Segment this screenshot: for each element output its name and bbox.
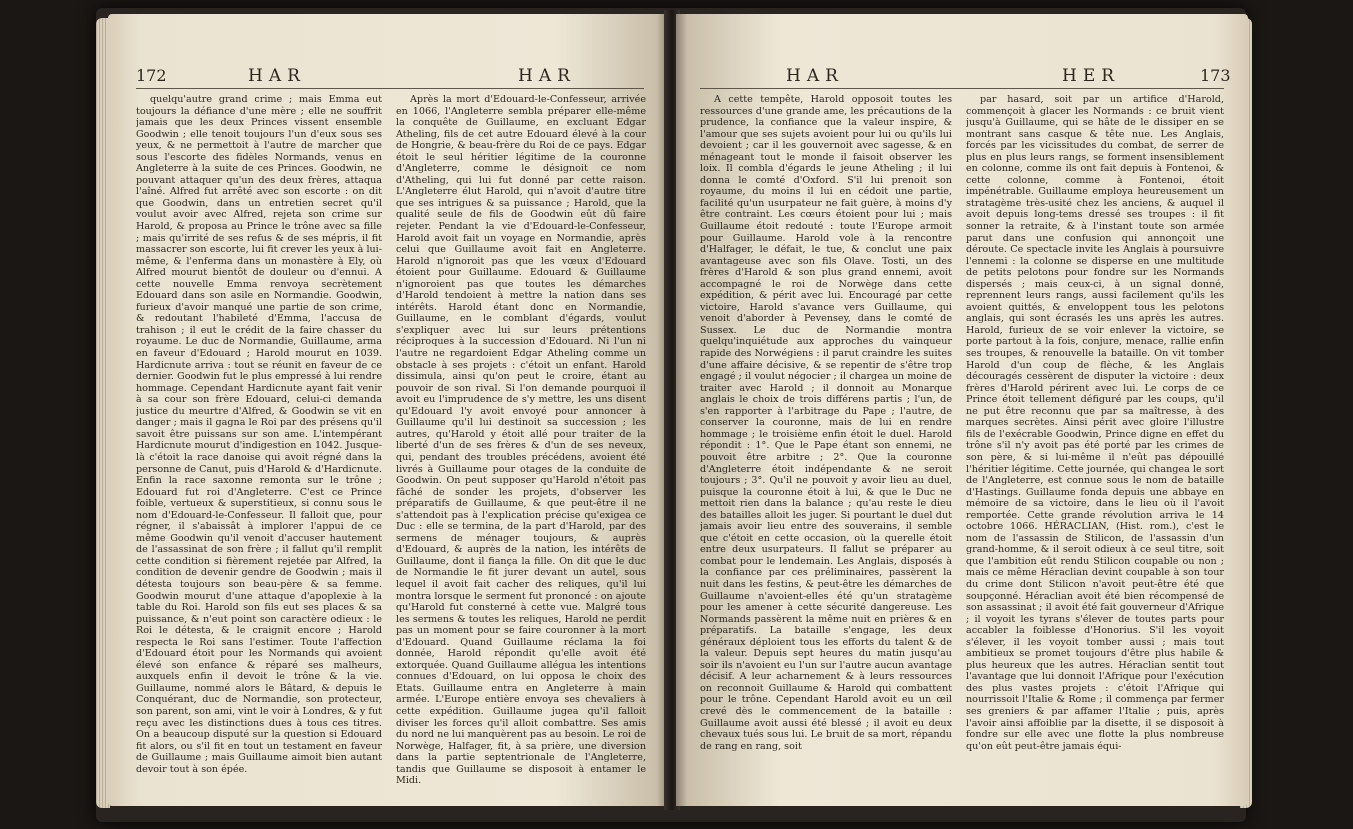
text-column-1 [700, 94, 952, 802]
page-number: 172 [136, 66, 167, 85]
text-column-2 [966, 94, 1224, 802]
running-header-right: HER [1062, 66, 1121, 86]
column-text: quelqu'autre grand crime ; mais Emma eut toujours la défiance d'une mère ; elle ne souffrit jamais que les deux Princes vissent ensemble Goodwin ; elle tenoit toujours l'un d'eux sous ses yeux, & ne permettoit à l'autre de marcher que sous l'escorte des fidèles Normands, venus en Angleterre à la suite de ces Princes. Goodwin, ne pouvant attaquer qu'un des deux frères, attaqua l'aîné. Alfred fut arrêté avec son escorte : on dit que Goodwin, dans un entretien secret qu'il voulut avoir avec Alfred, rejeta son crime sur Harold, & proposa au Prince le trône avec sa fille ; mais qu'irrité de ses refus & de ses mépris, il fit massacrer son escorte, lui fit crever les yeux à lui-même, & l'enferma dans un monastère à Ely, où Alfred mourut bientôt de douleur ou d'ennui. A cette nouvelle Emma renvoya secrètement Edouard dans son asile en Normandie. Goodwin, furieux d'avoir manqué une partie de son crime, & redoutant l'habileté d'Emma, l'accusa de trahison ; il eut le crédit de la faire chasser du royaume. Le duc de Normandie, Guillaume, arma en faveur d'Edouard ; Harold mourut en 1039. Hardicnute arriva : tout se réunit en faveur de ce dernier. Goodwin fut le plus empressé à lui rendre hommage. Cependant Hardicnute ayant fait venir à sa cour son frère Edouard, celui-ci demanda justice du meurtre d'Alfred, & Goodwin se vit en danger ; mais il gagna le Roi par des présens qu'il savoit être puissans sur son ame. L'intempérant Hardicnute mourut d'indigestion en 1042. Jusque-là c'étoit la race danoise qui avoit régné dans la personne de Canut, puis d'Harold & d'Hardicnute. Enfin la race saxonne remonta sur le trône ; Edouard fut roi d'Angleterre. C'est ce Prince foible, vertueux & superstitieux, si connu sous le nom d'Edouard-le-Confesseur. Il falloit que, pour régner, il s'abaissât à implorer l'appui de ce même Goodwin qu'il venoit d'accuser hautement de l'assassinat de son frère ; il fallut qu'il remplit cette condition si fièrement rejetée par Alfred, la condition de devenir gendre de Goodwin ; mais il détesta toujours son beau-père & sa femme. Goodwin mourut d'une attaque d'apoplexie à la table du Roi. Harold son fils eut ses places & sa puissance, & n'eut point son caractère odieux : le Roi le détesta, & le craignit encore ; Harold respecta le Roi sans l'estimer. Toute l'affection d'Edouard étoit pour les Normands qui avoient élevé son enfance & réparé ses malheurs, auxquels enfin il devoit le trône & la vie. Guillaume, nommé alors le Bâtard, & depuis le Conquérant, duc de Normandie, son protecteur, son parent, son ami, vint le voir à Londres, & y fut reçu avec les distinctions dues à tous ces titres. On a beaucoup disputé sur la question si Edouard fit alors, ou s'il fit en tout un testament en faveur de Guillaume ; mais Guillaume aimoit bien autant devoir tout à son épée. [136, 94, 382, 775]
right-page [676, 14, 1248, 806]
header-rule [136, 88, 644, 89]
text-column-1 [136, 94, 382, 802]
header-rule [700, 88, 1224, 89]
running-header-left: HAR [248, 66, 306, 86]
column-text: A cette tempête, Harold opposoit toutes les ressources d'une grande ame, les précautions de la prudence, la confiance que la valeur inspire, & l'amour que ses sujets avoient pour lui ou qu'ils lui devoient ; car il les gouvernoit avec sagesse, & en ménageant tout le monde il faisoit observer les loix. Il combla d'égards le jeune Atheling ; il lui donna le comté d'Oxford. S'il lui prenoit son royaume, du moins il lui en cédoit une partie, facilité qu'un usurpateur ne fait guère, à moins d'y être contraint. Les cœurs étoient pour lui ; mais Guillaume étoit redouté : toute l'Europe armoit pour Guillaume. Harold vole à la rencontre d'Halfager, le défait, le tue, & conclut une paix avantageuse avec son fils Olave. Tosti, un des frères d'Harold & son plus grand ennemi, avoit accompagné le roi de Norwège dans cette expédition, & périt avec lui. Encouragé par cette victoire, Harold s'avance vers Guillaume, qui venoit d'aborder à Pevensey, dans le comté de Sussex. Le duc de Normandie montra quelqu'inquiétude aux approches du vainqueur rapide des Norwégiens : il parut craindre les suites d'une affaire décisive, & se repentir de s'être trop engagé ; il voulut négocier ; il chargea un moine de traiter avec Harold ; il donnoit au Monarque anglais le choix de trois différens partis ; l'un, de s'en rapporter à l'arbitrage du Pape ; l'autre, de conserver la couronne, mais de lui en rendre hommage ; le troisième enfin étoit le duel. Harold répondit : 1°. Que le Pape étant son ennemi, ne pouvoit être arbitre ; 2°. Que la couronne d'Angleterre étoit indépendante & ne seroit toujours ; 3°. Qu'il ne pouvoit y avoir lieu au duel, puisque la couronne étoit à lui, & que le Duc ne mettoit rien dans la balance ; qu'au reste le dieu des batailles alloit les juger. Si pourtant le duel dut jamais avoir lieu entre des souverains, il semble que c'étoit en cette occasion, où la querelle étoit entre deux usurpateurs. Il fallut se préparer au combat pour le lendemain. Les Anglais, disposés à la confiance par ces préliminaires, passèrent la nuit dans les festins, & peut-être les démarches de Guillaume n'avoient-elles été qu'un stratagème pour les amener à cette sécurité dangereuse. Les Normands passèrent la même nuit en prières & en préparatifs. La bataille s'engage, les deux généraux déploient tous les efforts du talent & de la valeur. Depuis sept heures du matin jusqu'au soir ils n'avoient eu l'un sur l'autre aucun avantage décisif. A leur acharnement & à leurs ressources on reconnoit Guillaume & Harold qui combattent pour le trône. Cependant Harold avoit eu un œil crevé dès le commencement de la bataille : Guillaume avoit aussi été blessé ; il avoit eu deux chevaux tués sous lui. Le bruit de sa mort, répandu de rang en rang, soit [700, 94, 952, 752]
running-header-left: HAR [786, 66, 844, 86]
page-number: 173 [1200, 66, 1231, 85]
column-text: Après la mort d'Edouard-le-Confesseur, arrivée en 1066, l'Angleterre sembla préparer elle-même la conquête de Guillaume, en excluant Edgar Atheling, fils de cet autre Edouard élevé à la cour de Hongrie, & beau-frère du Roi de ce pays. Edgar étoit le seul héritier légitime de la couronne d'Angleterre, comme le désignoit ce nom d'Atheling, qui lui fut donné par cette raison. L'Angleterre élut Harold, qui n'avoit d'autre titre que ses intrigues & sa puissance ; Harold, que la qualité seule de fils de Goodwin eût dû faire rejeter. Pendant la vie d'Edouard-le-Confesseur, Harold avoit fait un voyage en Normandie, après celui que Guillaume avoit fait en Angleterre. Harold n'ignoroit pas que les vœux d'Edouard étoient pour Guillaume. Edouard & Guillaume n'ignoroient pas que toutes les démarches d'Harold tendoient à mettre la nation dans ses intérêts. Harold étant donc en Normandie, Guillaume, en le comblant d'égards, voulut s'expliquer avec lui sur leurs prétentions réciproques à la succession d'Edouard. Ni l'un ni l'autre ne regardoient Edgar Atheling comme un obstacle à ses projets : c'étoit un enfant. Harold dissimula, ainsi qu'on peut le croire, étant au pouvoir de son rival. Si l'on demande pourquoi il avoit eu l'imprudence de s'y mettre, les uns disent qu'Edouard l'y avoit envoyé pour annoncer à Guillaume qu'il lui destinoit sa succession ; les autres, qu'Harold y étoit allé pour traiter de la liberté d'un de ses frères & d'un de ses neveux, qui, pendant des troubles précédens, avoient été livrés à Guillaume pour otages de la conduite de Goodwin. On peut supposer qu'Harold n'étoit pas fâché de sonder les projets, d'observer les préparatifs de Guillaume, & que peut-être il ne s'attendoit pas à l'explication précise qu'exigea ce Duc : elle se termina, de la part d'Harold, par des sermens de ménager toujours, & auprès d'Edouard, & auprès de la nation, les intérêts de Guillaume, dont il fiança la fille. On dit que le duc de Normandie le fit jurer devant un autel, sous lequel il avoit fait cacher des reliques, qu'il lui montra lorsque le serment fut prononcé : on ajoute qu'Harold fut consterné à cette vue. Malgré tous les sermens & toutes les reliques, Harold ne perdit pas un moment pour se faire couronner à la mort d'Edouard. Quand Guillaume réclama la foi donnée, Harold répondit qu'elle avoit été extorquée. Quand Guillaume allégua les intentions connues d'Edouard, on lui opposa le choix des Etats. Guillaume entra en Angleterre à main armée. L'Europe entière envoya ses chevaliers à cette expédition. Guillaume jugea qu'il falloit diviser les forces qu'il alloit combattre. Ses amis du nord ne lui manquèrent pas au besoin. Le roi de Norwège, Halfager, fit, à sa prière, une diversion dans la partie septentrionale de l'Angleterre, tandis que Guillaume se disposoit à entamer le Midi. [396, 94, 646, 787]
text-column-2 [396, 94, 646, 802]
left-page [108, 14, 668, 806]
running-header-right: HAR [518, 66, 576, 86]
column-text: par hasard, soit par un artifice d'Harold, commençoit à glacer les Normands : ce bruit vient jusqu'à Guillaume, qui se hâte de le dissiper en se montrant sans casque & tête nue. Les Anglais, forcés par les vicissitudes du combat, de serrer de plus en plus leurs rangs, se forment insensiblement en colonne, comme ils ont fait depuis à Fontenoi, & cette colonne, comme à Fontenoi, étoit impénétrable. Guillaume employa heureusement un stratagème très-usité chez les anciens, & auquel il avoit depuis long-tems dressé ses troupes : il fit sonner la retraite, & à l'instant toute son armée parut dans une confusion qui annonçoit une déroute. Ce spectacle invite les Anglais à poursuivre l'ennemi : la colonne se disperse en une multitude de petits pelotons pour fondre sur les Normands dispersés ; mais ceux-ci, à un signal donné, reprennent leurs rangs, aussi facilement qu'ils les avoient quittés, & enveloppent tous les pelotons anglais, qui sont écrasés les uns après les autres. Harold, furieux de se voir enlever la victoire, se porte partout à la fois, conjure, menace, rallie enfin ses troupes, & renouvelle la bataille. On vit tomber Harold d'un coup de flèche, & les Anglais découragés cessèrent de disputer la victoire : deux frères d'Harold périrent avec lui. Le corps de ce Prince étoit tellement défiguré par les coups, qu'il ne put être reconnu que par sa maîtresse, à des marques secrètes. Ainsi périt avec gloire l'illustre fils de l'exécrable Goodwin, Prince digne en effet du trône s'il n'y avoit pas été porté par les crimes de son père, & si lui-même il n'eût pas dépouillé l'héritier légitime. Cette journée, qui changea le sort de l'Angleterre, est connue sous le nom de bataille d'Hastings. Guillaume fonda depuis une abbaye en mémoire de sa victoire, dans le lieu où il l'avoit remportée. Cette grande révolution arriva le 14 octobre 1066. HÉRACLIAN, (Hist. rom.), c'est le nom de l'assassin de Stilicon, de l'assassin d'un grand-homme, & il seroit odieux à ce seul titre, soit que l'ambition eût rendu Stilicon coupable ou non ; mais ce même Héraclian devint coupable à son tour du crime dont Stilicon n'avoit peut-être été que soupçonné. Héraclian avoit été bien récompensé de son assassinat ; il avoit été fait gouverneur d'Afrique ; il voyoit les tyrans s'élever de toutes parts pour accabler la foiblesse d'Honorius. S'il les voyoit s'élever, il les voyoit tomber aussi ; mais tout ambitieux se promet toujours d'être plus habile & plus heureux que les autres. Héraclian sentit tout l'avantage que lui donnoit l'Afrique pour l'exécution des plus vastes projets : c'étoit l'Afrique qui nourrissoit l'Italie & Rome ; il commença par fermer ses greniers & par affamer l'Italie ; puis, après l'avoir ainsi affoiblie par la disette, il se disposoit à fondre sur elle avec une flotte la plus nombreuse qu'on eût peut-être jamais équi- [966, 94, 1224, 752]
